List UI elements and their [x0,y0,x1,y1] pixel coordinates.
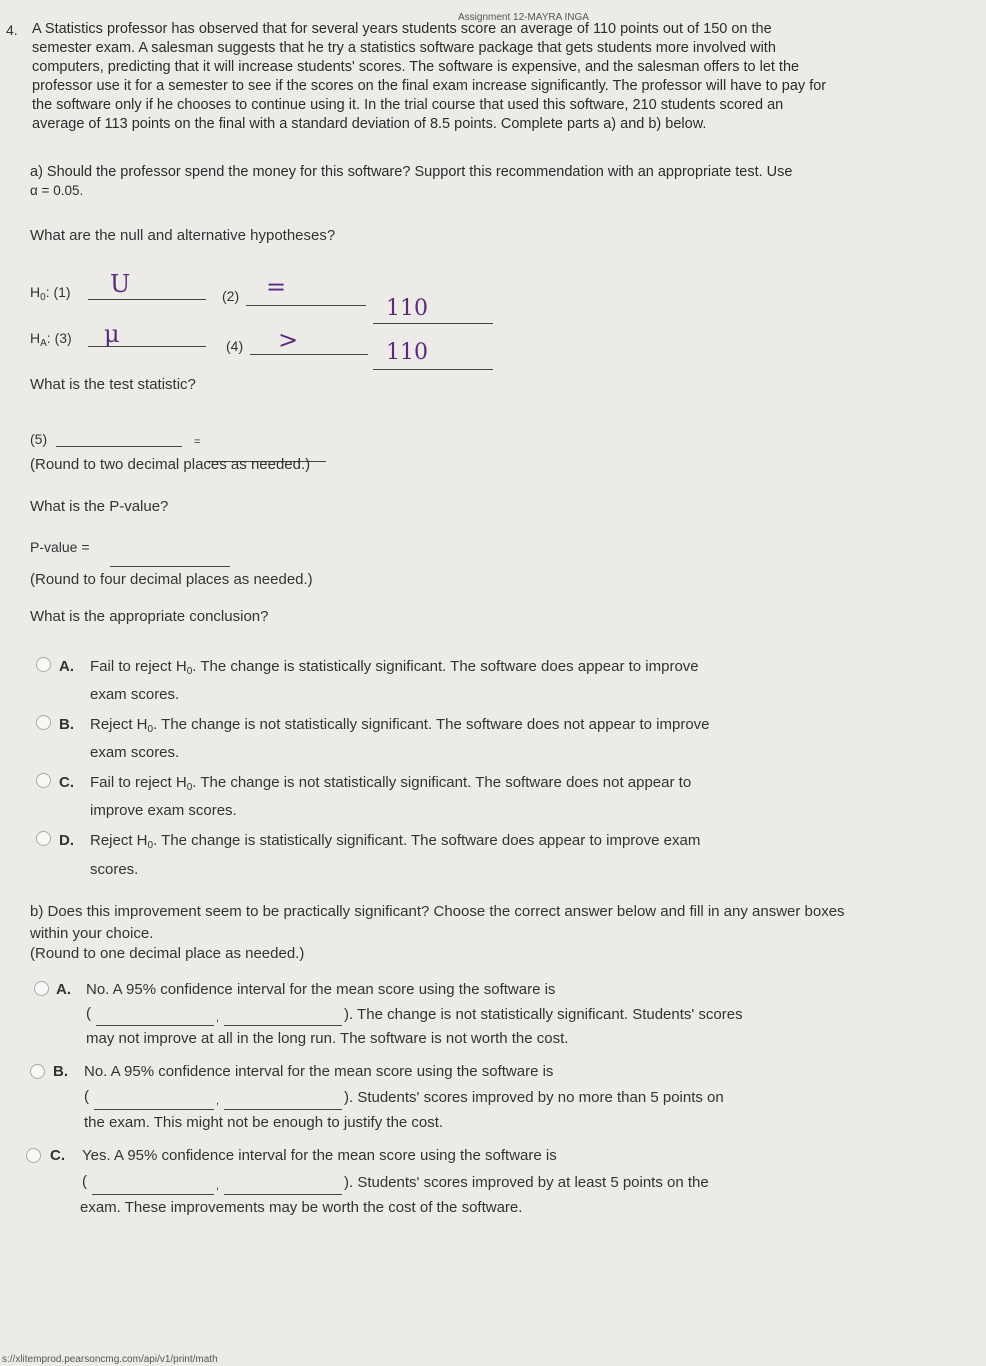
option-d-text[interactable]: Reject $H_0$. The change is statistically significant. The software does appear to improve exam [90,832,701,851]
b-option-b-line3: the exam. This might not be enough to justify the cost. [84,1114,444,1131]
b-option-a-letter: A. [56,981,71,998]
ha-label: $H_A$: (3) [30,330,72,349]
blank-2-value[interactable] [373,323,493,324]
test-stat-question: What is the test statistic? [30,376,196,393]
pvalue-question: What is the P-value? [30,498,169,515]
h0-label: $H_0$: (1) [30,284,71,303]
footer-url: s://xlitemprod.pearsoncmg.com/api/v1/print/math [2,1354,218,1365]
b-option-a-line1[interactable]: No. A 95% confidence interval for the mean score using the software is [86,981,556,998]
ci-comma-a: , [216,1012,220,1024]
option-b-text[interactable]: Reject $H_0$. The change is not statistically significant. The software does not appear to improve [90,716,710,735]
option-c-line2: improve exam scores. [90,802,237,819]
option-d-line2: scores. [90,861,139,878]
ci-comma-c: , [216,1180,220,1192]
b-option-c-letter: C. [50,1147,65,1164]
handwritten-4: > [278,326,299,354]
b-option-c-line3: exam. These improvements may be worth the cost of the software. [80,1199,523,1216]
round-one-note: (Round to one decimal place as needed.) [30,945,305,962]
part-b-prompt-line2: within your choice. [30,925,154,942]
alpha-value: α = 0.05. [30,183,84,198]
ci-upper-b-input[interactable] [224,1109,342,1110]
option-d-letter: D. [59,832,74,849]
radio-conclusion-d[interactable] [36,831,51,846]
ci-lower-b-input[interactable] [94,1109,214,1110]
b-option-b-after: ). Students' scores improved by no more than 5 points on [344,1089,724,1106]
b-option-c-line1[interactable]: Yes. A 95% confidence interval for the mean score using the software is [82,1147,557,1164]
pvalue-input[interactable] [110,566,230,567]
problem-line-3: computers, predicting that it will increase students' scores. The software is expensive, and the salesman offers to let the [32,59,800,75]
handwritten-4-value: 110 [386,340,428,365]
blank-1[interactable] [88,299,206,300]
problem-number: 4. [6,22,18,38]
conclusion-question: What is the appropriate conclusion? [30,608,269,625]
ci-upper-a-input[interactable] [224,1025,342,1026]
handwritten-1: U [110,270,131,298]
blank-5[interactable] [56,446,182,447]
assignment-header: Assignment 12-MAYRA INGA [458,12,589,23]
blank-2-label: (2) [222,288,240,304]
handwritten-3: μ [104,320,120,348]
round-four-note: (Round to four decimal places as needed.) [30,571,313,588]
radio-practical-b[interactable] [30,1064,45,1079]
handwritten-2-value: 110 [386,296,428,321]
problem-line-6: average of 113 points on the final with a standard deviation of 8.5 points. Complete parts a) and b) below. [32,116,707,132]
equals-sign: = [194,436,201,448]
ci-upper-c-input[interactable] [224,1194,342,1195]
option-a-text[interactable]: Fail to reject $H_0$. The change is statistically significant. The software does appear to improve [90,658,699,677]
radio-conclusion-c[interactable] [36,773,51,788]
problem-line-4: professor use it for a semester to see if the scores on the final exam increase significantly. The professor will have to pay for [32,78,827,94]
b-option-a-after: ). The change is not statistically significant. Students' scores [344,1006,743,1023]
problem-line-1: A Statistics professor has observed that for several years students score an average of 110 points out of 150 on the [32,21,772,37]
problem-line-2: semester exam. A salesman suggests that he try a statistics software package that gets students more involved with [32,40,776,56]
ci-open-paren-c: ( [82,1173,87,1190]
b-option-a-line3: may not improve at all in the long run. The software is not worth the cost. [86,1030,569,1047]
option-b-line2: exam scores. [90,744,180,761]
option-c-letter: C. [59,774,74,791]
hypotheses-question: What are the null and alternative hypotheses? [30,227,336,244]
radio-practical-c[interactable] [26,1148,41,1163]
pvalue-label: P-value = [30,539,90,555]
radio-conclusion-b[interactable] [36,715,51,730]
option-a-line2: exam scores. [90,686,180,703]
radio-practical-a[interactable] [34,981,49,996]
blank-4-label: (4) [226,338,244,354]
ci-lower-a-input[interactable] [96,1025,214,1026]
handwritten-2: = [266,273,287,301]
radio-conclusion-a[interactable] [36,657,51,672]
ci-open-paren-a: ( [86,1005,91,1022]
b-option-b-letter: B. [53,1063,68,1080]
b-option-b-line1[interactable]: No. A 95% confidence interval for the mean score using the software is [84,1063,554,1080]
ci-lower-c-input[interactable] [92,1194,214,1195]
blank-4[interactable] [250,354,368,355]
option-c-text[interactable]: Fail to reject $H_0$. The change is not statistically significant. The software does not appear to [90,774,692,793]
option-a-letter: A. [59,658,74,675]
part-b-prompt: b) Does this improvement seem to be practically significant? Choose the correct answer below and fill in any answer boxes [30,903,845,920]
blank-4-value[interactable] [373,369,493,370]
part-a-prompt: a) Should the professor spend the money for this software? Support this recommendation with an appropriate test. Use [30,164,793,180]
blank-5-label: (5) [30,431,48,447]
ci-comma-b: , [216,1095,220,1107]
blank-2[interactable] [246,305,366,306]
option-b-letter: B. [59,716,74,733]
round-two-note: (Round to two decimal places as needed.) [30,456,311,473]
problem-line-5: the software only if he chooses to continue using it. In the trial course that used this software, 210 students scored an [32,97,784,113]
ci-open-paren-b: ( [84,1088,89,1105]
b-option-c-after: ). Students' scores improved by at least 5 points on the [344,1174,709,1191]
